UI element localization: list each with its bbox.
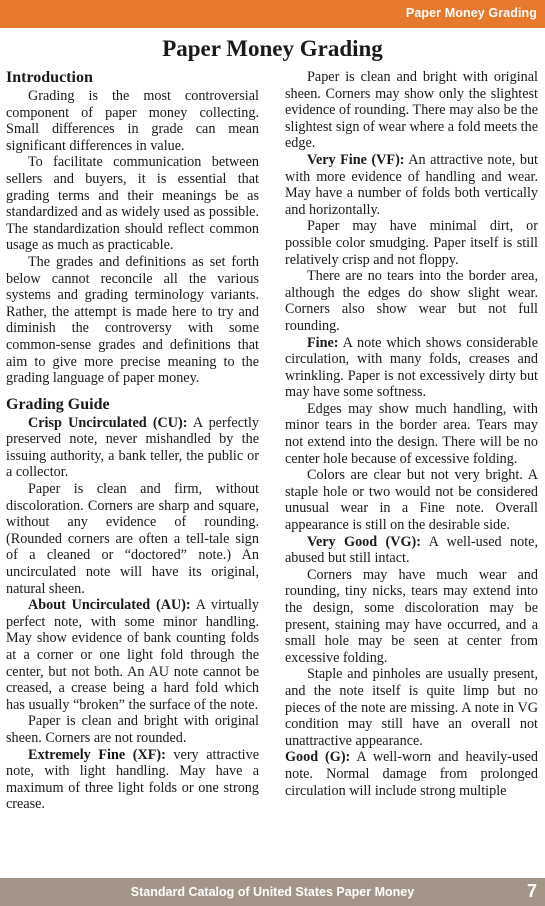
page-title: Paper Money Grading [162, 36, 383, 61]
right-column [285, 69, 538, 799]
good-definition [285, 749, 538, 799]
fine-edges-paragraph: Edges may show much handling, with minor tears in the border area. Tears may not extend into the design. There will be no center hole because of excessive folding. [285, 400, 538, 467]
intro-paragraph-3: The grades and definitions as set forth below cannot reconcile all the various systems and grading terminology variants. Rather, the attempt is made here to try and diminish the controversy with some common-sense grades and definitions that aim to give more precise meaning to the grading language of paper money. [6, 253, 259, 387]
au-definition [6, 597, 259, 713]
vg-definition [285, 534, 538, 567]
introduction-heading: Introduction [6, 69, 93, 86]
cu-definition [6, 415, 259, 481]
xf-definition [6, 747, 259, 813]
intro-paragraph-1: Grading is the most controversial component of paper money collecting. Small differences in grade can mean significant differences in value. [6, 88, 259, 154]
au-paper-paragraph: Paper is clean and bright with original sheen. Corners are not rounded. [6, 713, 259, 746]
left-column [6, 69, 259, 813]
fine-definition [285, 335, 538, 401]
xf-text: very attractive note, with light handling. May have a maximum of three light folds or one strong crease. [6, 746, 260, 813]
vg-staple-paragraph: Staple and pinholes are usually present, and the note itself is quite limp but no pieces of the note are missing. A note in VG condition may still have an overall not unattractive appearance. [285, 666, 538, 749]
xf-paper-paragraph: Paper is clean and bright with original sheen. Corners may show only the slightest evidence of rounding. There may also be the slightest sign of wear where a fold meets the edge. [285, 69, 538, 152]
vf-paper-paragraph: Paper may have minimal dirt, or possible color smudging. Paper itself is still relatively crisp and not floppy. [285, 218, 538, 268]
running-header-title: Paper Money Grading [405, 6, 537, 20]
vf-term: Very Fine (VF): [307, 151, 405, 168]
vf-definition [285, 152, 538, 218]
vg-text: A well-used note, abused but still intact. [285, 533, 538, 567]
fine-text: A note which shows considerable circulation, with many folds, creases and wrinkling. Paper is not excessively dirty but may have some softness. [285, 334, 538, 401]
vf-text: An attractive note, but with more evidence of handling and wear. May have a number of folds both vertically and horizontally. [285, 151, 538, 218]
cu-text: A perfectly preserved note, never mishandled by the issuing authority, a bank teller, the public or a collector. [6, 414, 259, 481]
vg-corners-paragraph: Corners may have much wear and rounding, tiny nicks, tears may extend into the design, some discoloration may be present, staining may have occurred, and a small hole may be seen at center from excessive folding. [285, 566, 538, 666]
au-text: A virtually perfect note, with some minor handling. May show evidence of bank counting folds at a corner or one light fold through the center, but not both. An AU note cannot be creased, a crease being a hard fold which has usually “broken” the surface of the note. [6, 597, 259, 713]
vf-edges-paragraph: There are no tears into the border area, although the edges do show slight wear. Corners also show wear but not full rounding. [285, 268, 538, 334]
xf-term: Extremely Fine (XF): [28, 746, 166, 763]
fine-colors-paragraph: Colors are clear but not very bright. A staple hole or two would not be considered unusual wear in a Fine note. Overall appearance is still on the desirable side. [285, 467, 538, 534]
grading-guide-heading: Grading Guide [6, 395, 110, 413]
footer-bar [0, 878, 545, 906]
fine-term: Fine: [307, 334, 339, 351]
good-term: Good (G): [285, 749, 351, 766]
header-bar [0, 0, 545, 28]
intro-paragraph-2: To facilitate communication between sellers and buyers, it is essential that grading terms and their meanings be as standardized and as widely used as possible. The standardization should reflect common usage as much as practicable. [6, 154, 259, 254]
good-text: A well-worn and heavily-used note. Normal damage from prolonged circulation will include strong multiple [285, 749, 538, 799]
cu-term: Crisp Uncirculated (CU): [28, 414, 188, 431]
cu-paper-paragraph: Paper is clean and firm, without discoloration. Corners are sharp and square, without any evidence of rounding. (Rounded corners are often a tell-tale sign of a cleaned or “doctored” note.) An uncirculated note will have its original, natural sheen. [6, 481, 259, 597]
au-term: About Uncirculated (AU): [28, 597, 191, 614]
vg-term: Very Good (VG): [307, 533, 421, 550]
footer-catalog-title: Standard Catalog of United States Paper Money [130, 885, 415, 899]
page-number: 7 [526, 881, 537, 901]
